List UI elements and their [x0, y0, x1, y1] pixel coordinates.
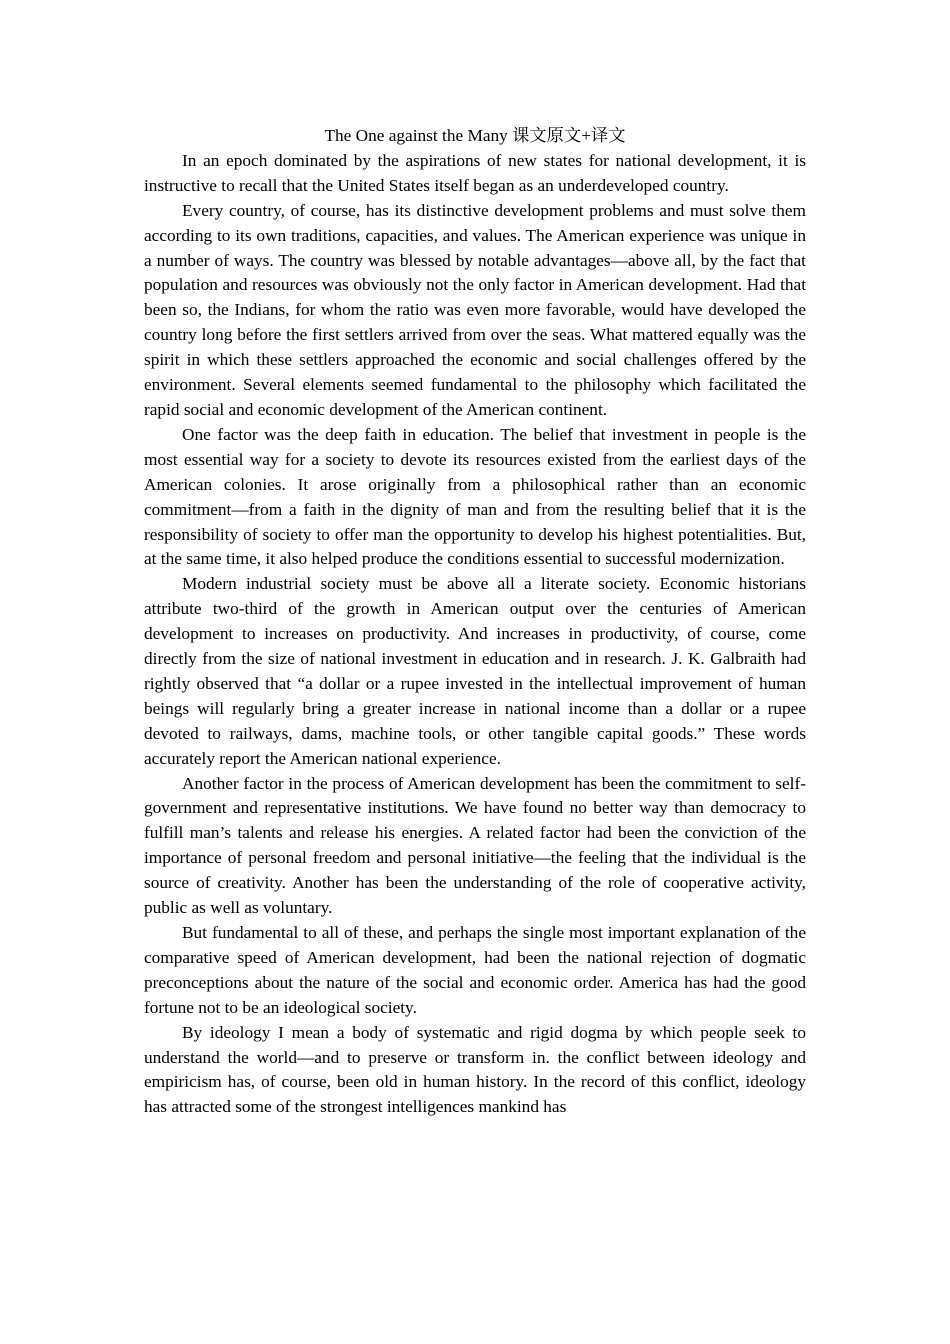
paragraph: Every country, of course, has its distinctive development problems and must solve them according to its own traditions, capacities, and values. The American experience was unique in a number of ways. The country was blessed by notable advantages—above all, by the fact that population and resources was obviously not the only factor in American development. Had that been so, the Indians, for whom the ratio was even more favorable, would have developed the country long before the first settlers arrived from over the seas. What mattered equally was the spirit in which these settlers approached the economic and social challenges offered by the environment. Several elements seemed fundamental to the philosophy which facilitated the rapid social and economic development of the American continent. — [144, 200, 806, 419]
paragraph: One factor was the deep faith in education. The belief that investment in people is the most essential way for a society to devote its resources existed from the earliest days of the American colonies. It arose originally from a philosophical rather than an economic commitment—from a faith in the dignity of man and from the resulting belief that it is the responsibility of society to offer man the opportunity to develop his highest potentialities. But, at the same time, it also helped produce the conditions essential to successful modernization. — [144, 424, 806, 569]
paragraph: By ideology I mean a body of systematic and rigid dogma by which people seek to understand the world—and to preserve or transform in. the conflict between ideology and empiricism has, of course, been old in human history. In the record of this conflict, ideology has attracted some of the strongest intelligences mankind has — [144, 1022, 806, 1117]
paragraph: Modern industrial society must be above all a literate society. Economic historians attribute two-third of the growth in American output over the centuries of American development to increases on productivity. And increases in productivity, of course, come directly from the size of national investment in education and in research. J. K. Galbraith had rightly observed that “a dollar or a rupee invested in the intellectual improvement of human beings will regularly bring a greater increase in national income than a dollar or a rupee devoted to railways, dams, machine tools, or other tangible capital goods.” These words accurately report the American national experience. — [144, 574, 806, 768]
document-title: The One against the Many 课文原文+译文 — [324, 126, 626, 145]
paragraph: But fundamental to all of these, and perhaps the single most important explanation of the comparative speed of American development, had been the national rejection of dogmatic preconceptions about the nature of the social and economic order. America has had the good fortune not to be an ideological society. — [144, 923, 806, 1017]
paragraph: In an epoch dominated by the aspirations of new states for national development, it is instructive to recall that the United States itself began as an underdeveloped country. — [144, 150, 806, 195]
document-page — [144, 124, 806, 1120]
paragraph: Another factor in the process of American development has been the commitment to self-government and representative institutions. We have found no better way than democracy to fulfill man’s talents and release his energies. A related factor had been the conviction of the importance of personal freedom and personal initiative—the feeling that the individual is the source of creativity. Another has been the understanding of the role of cooperative activity, public as well as voluntary. — [144, 773, 806, 918]
